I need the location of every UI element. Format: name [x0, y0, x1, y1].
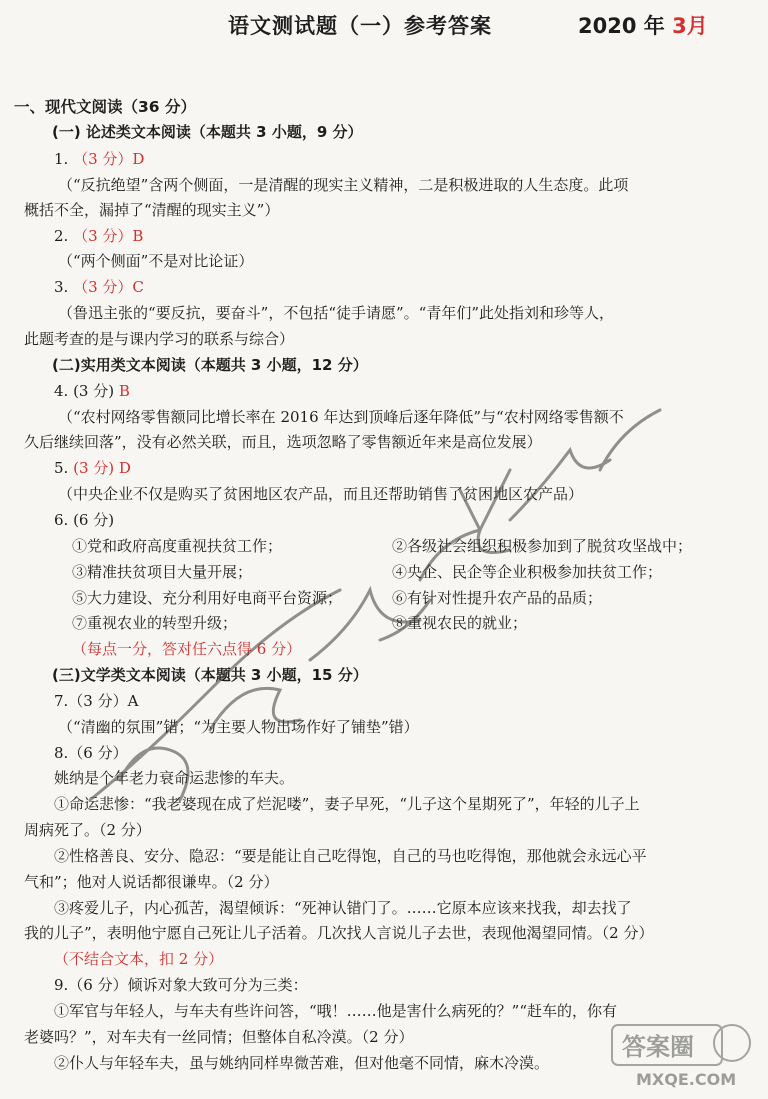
answer-value: B — [118, 382, 130, 400]
answer-point: ②仆人与年轻车夫，虽与姚纳同样卑微苦难，但对他毫不同情，麻木冷漠。 — [54, 1054, 550, 1072]
answer-point: 周病死了。（2 分） — [24, 821, 151, 839]
deduction-note: （不结合文本，扣 2 分） — [54, 950, 224, 968]
svg-text:答案圈: 答案圈 — [622, 1033, 694, 1061]
subsection-heading-1: (一) 论述类文本阅读（本题共 3 小题，9 分） — [52, 123, 363, 141]
answer-point: ⑦重视农业的转型升级； — [72, 614, 238, 632]
question-number: 1. — [54, 150, 69, 168]
question-6: 6. (6 分) — [54, 511, 115, 529]
question-8: 8.（6 分） — [54, 744, 128, 762]
answer-point: ①军官与年轻人，与车夫有些许问答，“哦！……他是害什么病死的？”“赶车的，你有 — [54, 1002, 618, 1020]
answer-value: (3 分) D — [73, 459, 131, 477]
explanation-line: （“农村网络零售额同比增长率在 2016 年达到顶峰后逐年降低”与“农村网络零售额不 — [58, 408, 624, 426]
explanation-line: 此题考查的是与课内学习的联系与综合） — [24, 330, 295, 348]
explanation-line: 概括不全，漏掉了“清醒的现实主义”） — [24, 201, 280, 219]
site-logo — [592, 1015, 762, 1095]
answer-intro: 姚纳是个年老力衰命运悲惨的车夫。 — [54, 769, 295, 787]
question-number: 3. — [54, 278, 69, 296]
question-number: 4. (3 分) — [54, 382, 115, 400]
explanation-line: 久后继续回落”，没有必然关联，而且，选项忽略了零售额近年来是高位发展） — [24, 433, 542, 451]
answer-point: ③疼爱儿子，内心孤苦，渴望倾诉：“死神认错门了。……它原本应该来找我，却去找了 — [54, 899, 632, 917]
subsection-heading-2: (二)实用类文本阅读（本题共 3 小题，12 分） — [52, 356, 368, 374]
date-month-suffix: 月 — [686, 14, 708, 38]
question-number: 5. — [54, 459, 69, 477]
question-2 — [54, 225, 143, 247]
logo-icon — [592, 1015, 762, 1095]
answer-point: ⑧重视农民的就业； — [392, 614, 528, 632]
page-header — [0, 6, 768, 38]
explanation-line: （鲁迅主张的“要反抗，要奋斗”，不包括“徒手请愿”。“青年们”此处指刘和珍等人， — [58, 304, 615, 322]
document-title: 语文测试题（一）参考答案 — [228, 14, 492, 38]
answer-point: 老婆吗？”，对车夫有一丝同情；但整体自私冷漠。（2 分） — [24, 1028, 414, 1046]
answer-point: ④央企、民企等企业积极参加扶贫工作； — [392, 563, 663, 581]
answer-point: ①命运悲惨：“我老婆现在成了烂泥喽”，妻子早死，“儿子这个星期死了”，年轻的儿子上 — [54, 795, 640, 813]
answer-point: ⑤大力建设、充分利用好电商平台资源； — [72, 589, 343, 607]
date-year: 2020 年 — [578, 14, 665, 38]
section-heading: 一、现代文阅读（36 分） — [14, 98, 196, 116]
question-4 — [54, 380, 130, 402]
question-9: 9.（6 分）倾诉对象大致可分为三类： — [54, 976, 308, 994]
document-date — [578, 10, 708, 40]
answer-value: （3 分）C — [73, 278, 144, 296]
question-7: 7.（3 分）A — [54, 692, 139, 710]
explanation-line: （“反抗绝望”含两个侧面，一是清醒的现实主义精神，二是积极进取的人生态度。此项 — [58, 176, 629, 194]
date-month: 3 — [672, 14, 687, 38]
answer-point: ①党和政府高度重视扶贫工作； — [72, 537, 283, 555]
question-5 — [54, 457, 131, 479]
answer-point: ③精准扶贫项目大量开展； — [72, 563, 253, 581]
answer-point: 气和”；他对人说话都很谦卑。（2 分） — [24, 873, 279, 891]
explanation-line: （中央企业不仅是购买了贫困地区农产品，而且还帮助销售了贫困地区农产品） — [58, 485, 584, 503]
question-1 — [54, 148, 144, 170]
explanation-line: （“清幽的氛围”错；“为主要人物出场作好了铺垫”错） — [58, 718, 419, 736]
answer-point: ②各级社会组织积极参加到了脱贫攻坚战中； — [392, 537, 693, 555]
scoring-note: （每点一分，答对任六点得 6 分） — [72, 640, 302, 658]
answer-value: （3 分）D — [73, 150, 145, 168]
explanation-line: （“两个侧面”不是对比论证） — [58, 252, 254, 270]
question-3 — [54, 276, 144, 298]
answer-point: ⑥有针对性提升农产品的品质； — [392, 589, 603, 607]
answer-point: ②性格善良、安分、隐忍：“要是能让自己吃得饱，自己的马也吃得饱，那他就会永远心平 — [54, 847, 647, 865]
answer-point: 我的儿子”，表明他宁愿自己死让儿子活着。几次找人言说儿子去世，表现他渴望同情。（2 分） — [24, 924, 654, 942]
subsection-heading-3: (三)文学类文本阅读（本题共 3 小题，15 分） — [52, 666, 368, 684]
answer-value: （3 分）B — [73, 227, 144, 245]
svg-text:MXQE.COM: MXQE.COM — [636, 1070, 737, 1089]
question-number: 2. — [54, 227, 69, 245]
